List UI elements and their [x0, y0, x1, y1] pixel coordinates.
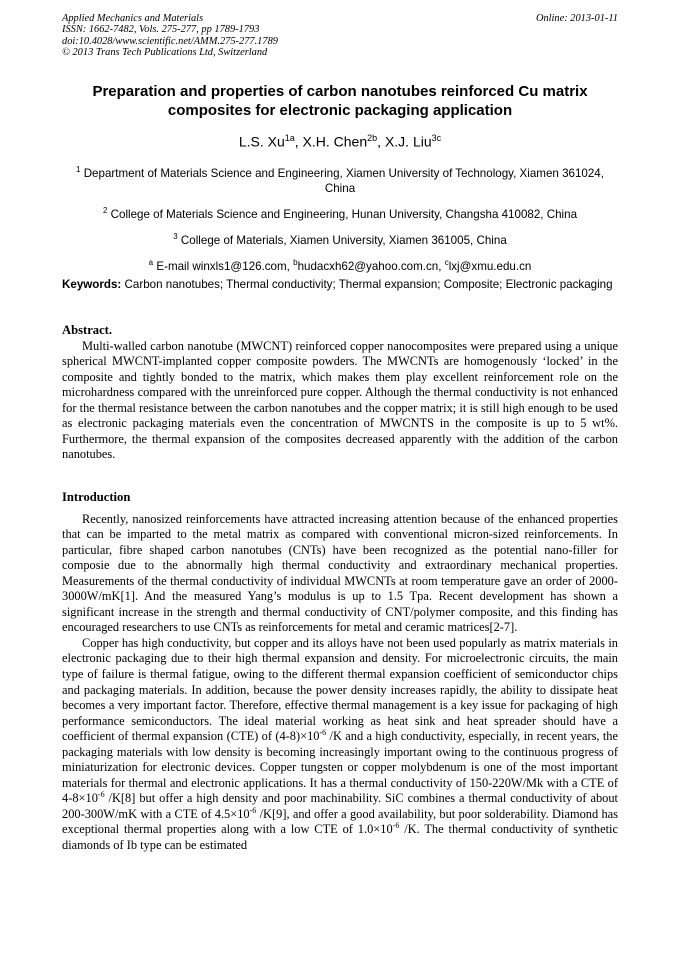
paragraph-text: Copper has high conductivity, but copper and its alloys have not been used popularly as matrix materials in electronic packaging due to their high thermal expansion and density. For microelectronic circuits, the main type of failure is thermal fatigue, owing to the different thermal expansion coefficient of semiconductor chips and packaging materials. In addition, because the power density increases rapidly, the ability to dissipate heat becomes a very important factor. Therefore, effective thermal management is a key issue for packaging of high performance semiconductors. The ideal material working as heat sink and heat spreader should have a coefficient of thermal expansion (CTE) of (4-8)×10	[62, 635, 618, 744]
paragraph-text: /K[9], and offer a good availability, but poor solderability. Diamond has exceptional thermal properties along with a low CTE of 1.0×10	[62, 806, 618, 837]
author-affil-marker: 3c	[431, 133, 442, 143]
author-name: L.S. Xu	[238, 133, 285, 150]
exponent: -6	[392, 821, 400, 831]
email-line	[62, 255, 618, 274]
affiliation	[62, 203, 618, 222]
exponent: -6	[319, 728, 327, 738]
paragraph-text: /K[8] but offer a high density and poor machinability. SiC combines a thermal conductivity of about 200-300W/mK with a CTE of 4.5×10	[62, 791, 618, 821]
paragraph-text: /K and a high conductivity, especially, in recent years, the packaging materials with low density is becoming increasingly important owing to the continuous progress of miniaturization for electronic devices. Copper tungsten or copper molybdenum is one of the most important materials for thermal and electronic applications. It has a thermal conductivity of 150-220W/Mk with a CTE of 4-8×10	[62, 729, 618, 806]
issn-line: ISSN: 1662-7482, Vols. 275-277, pp 1789-1793	[62, 24, 260, 36]
author-affil-marker: 1a	[284, 133, 295, 143]
copyright-line: © 2013 Trans Tech Publications Ltd, Switzerland	[62, 46, 268, 58]
author-name: X.J. Liu	[384, 133, 432, 150]
affiliation-list	[62, 162, 618, 280]
introduction-paragraph-2	[62, 636, 618, 854]
affiliation-marker: 2	[102, 205, 108, 215]
introduction-section	[62, 490, 618, 854]
abstract-heading: Abstract.	[62, 323, 113, 337]
exponent: -6	[97, 790, 105, 800]
introduction-heading: Introduction	[62, 490, 131, 504]
author-list	[62, 129, 618, 151]
affiliation	[62, 162, 618, 196]
journal-header	[62, 13, 618, 58]
affiliation-text: College of Materials Science and Engineering, Hunan University, Changsha 410082, China	[110, 207, 578, 221]
paper-title: Preparation and properties of carbon nanotubes reinforced Cu matrix composites for electronic packaging application	[92, 83, 588, 119]
keywords	[62, 278, 618, 292]
doi-line: doi:10.4028/www.scientific.net/AMM.275-277.1789	[62, 35, 278, 47]
journal-name: Applied Mechanics and Materials	[62, 13, 204, 24]
paragraph-text: /K. The thermal conductivity of synthetic diamonds of Ib type can be estimated	[62, 822, 618, 853]
email-text: lxj@xmu.edu.cn	[448, 259, 532, 273]
affiliation-marker: 3	[173, 231, 178, 241]
author-separator: ,	[377, 133, 385, 150]
keywords-label: Keywords:	[62, 278, 122, 291]
affiliation-text: Department of Materials Science and Engineering, Xiamen University of Technology, Xiamen 361024, China	[83, 166, 604, 195]
online-date: Online: 2013-01-11	[535, 13, 618, 24]
abstract-paragraph: Multi-walled carbon nanotube (MWCNT) reinforced copper nanocomposites were prepared using a unique spherical MWCNT-implanted copper composite powders. The MWCNTs are homogenously ‘locked’ in the composite and tightly bonded to the matrix, which makes them play excellent reinforcement role on the microhardness compared with the unreinforced pure copper. Although the thermal conductivity is not enhanced for the thermal resistance between the carbon nanotubes and the copper matrix; it is still high enough to be used as electronic packaging materials even the concentration of MWCNTS in the composite is up to 5 wt%. Furthermore, the thermal expansion of the composites decreased apparently with the addition of the carbon nanotubes.	[62, 338, 618, 462]
email-text: hudacxh62@yahoo.com.cn,	[297, 259, 445, 273]
author-name: X.H. Chen	[302, 133, 368, 150]
email-marker: b	[293, 257, 298, 267]
keywords-text: Carbon nanotubes; Thermal conductivity; Thermal expansion; Composite; Electronic packaging	[124, 278, 613, 291]
email-marker: a	[148, 257, 154, 267]
abstract-section	[62, 323, 618, 463]
email-text: E-mail winxls1@126.com,	[156, 259, 294, 273]
email-marker: c	[444, 257, 449, 267]
introduction-paragraph-1: Recently, nanosized reinforcements have attracted increasing attention because of the enhanced properties that can be imparted to the metal matrix as compared with conventional micron-sized reinforcements. In particular, fibre shaped carbon nanotubes (CNTs) have been recognized as the potential nano-filler for composie due to the abnormally high thermal conductivity and extraordinary mechanical properties. Measurements of the thermal conductivity of individual MWCNTs at room temperature gave an order of 2000-3000W/mK[1]. And the measured Yang’s modulus is up to 1.5 Tpa. Recent development has shown a significant increase in the strength and thermal conductivity of CNT/polymer composite, and this finding has encouraged researchers to use CNTs as reinforcements for metal and ceramic matrices[2-7].	[62, 511, 618, 635]
affiliation-marker: 1	[76, 165, 81, 174]
author-affil-marker: 2b	[367, 133, 378, 143]
affiliation	[62, 229, 618, 248]
author-separator: ,	[294, 133, 303, 150]
affiliation-text: College of Materials, Xiamen University, Xiamen 361005, China	[180, 233, 507, 247]
exponent: -6	[249, 805, 257, 815]
